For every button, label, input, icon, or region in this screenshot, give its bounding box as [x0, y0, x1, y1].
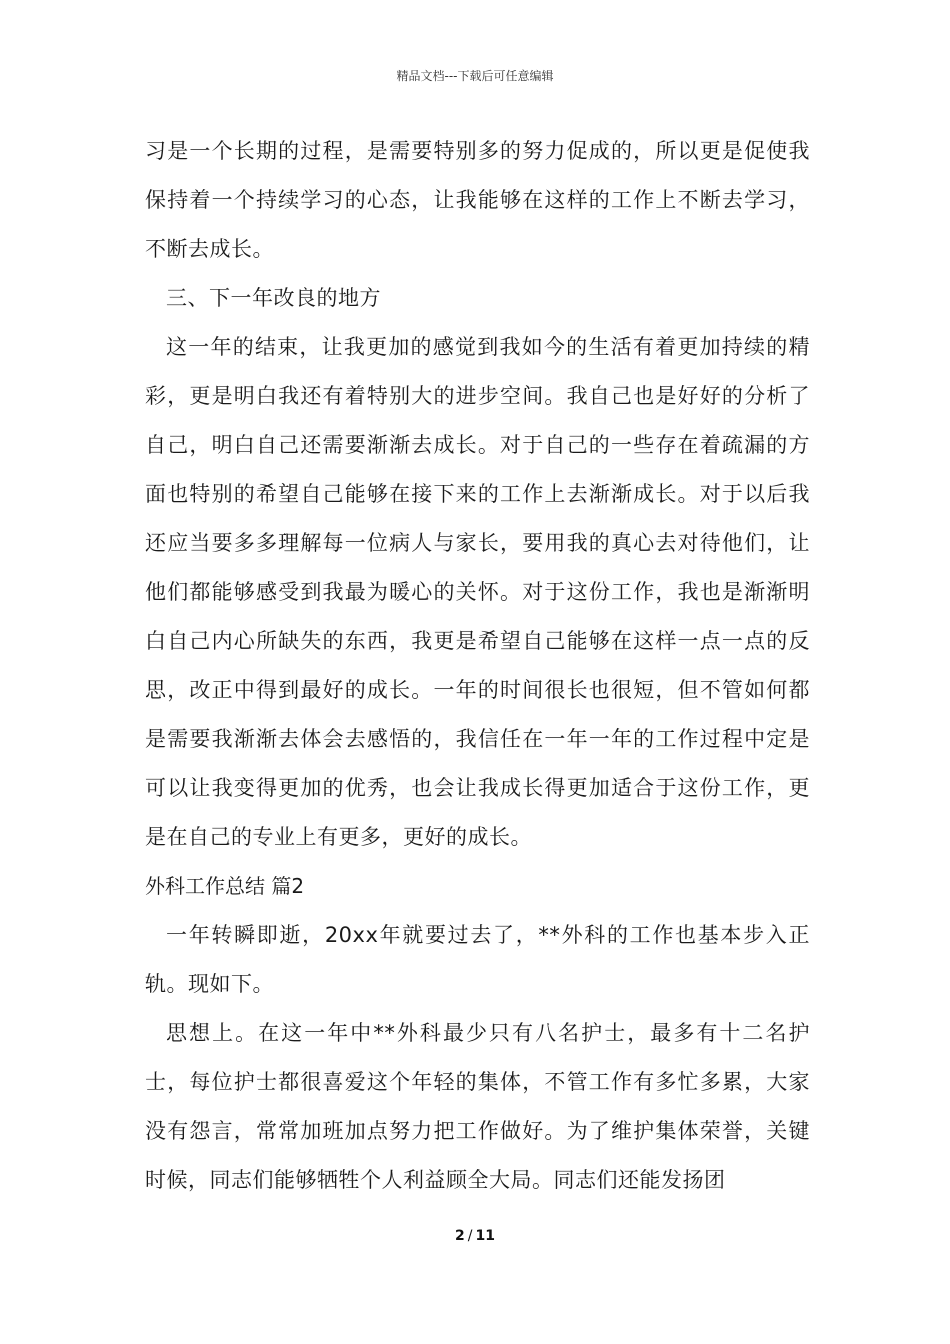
paragraph-continuation: 习是一个长期的过程，是需要特别多的努力促成的，所以更是促使我保持着一个持续学习的心态，让我能够在这样的工作上不断去学习，不断去成长。 — [145, 139, 810, 261]
page-header: 精品文档---下载后可任意编辑 — [396, 69, 554, 83]
page-number — [0, 1228, 950, 1244]
document-body — [145, 127, 810, 1205]
article-title: 外科工作总结 篇2 — [145, 874, 305, 898]
section-heading: 三、下一年改良的地方 — [166, 286, 381, 310]
current-page: 2 — [455, 1228, 465, 1244]
paragraph-intro: 一年转瞬即逝，20xx年就要过去了，**外科的工作也基本步入正轨。现如下。 — [145, 923, 810, 996]
paragraph-thought: 思想上。在这一年中**外科最少只有八名护士，最多有十二名护士，每位护士都很喜爱这个年轻的集体，不管工作有多忙多累，大家没有怨言，常常加班加点努力把工作做好。为了维护集体荣誉，关键时候，同志们能够牺牲个人利益顾全大局。同志们还能发扬团 — [145, 1021, 810, 1192]
page-separator: / — [467, 1228, 473, 1244]
paragraph-improvement: 这一年的结束，让我更加的感觉到我如今的生活有着更加持续的精彩，更是明白我还有着特别大的进步空间。我自己也是好好的分析了自己，明白自己还需要渐渐去成长。对于自己的一些存在着疏漏的方面也特别的希望自己能够在接下来的工作上去渐渐成长。对于以后我还应当要多多理解每一位病人与家长，要用我的真心去对待他们，让他们都能够感受到我最为暖心的关怀。对于这份工作，我也是渐渐明白自己内心所缺失的东西，我更是希望自己能够在这样一点一点的反思，改正中得到最好的成长。一年的时间很长也很短，但不管如何都是需要我渐渐去体会去感悟的，我信任在一年一年的工作过程中定是可以让我变得更加的优秀，也会让我成长得更加适合于这份工作，更是在自己的专业上有更多，更好的成长。 — [145, 335, 810, 849]
total-pages: 11 — [475, 1228, 495, 1244]
